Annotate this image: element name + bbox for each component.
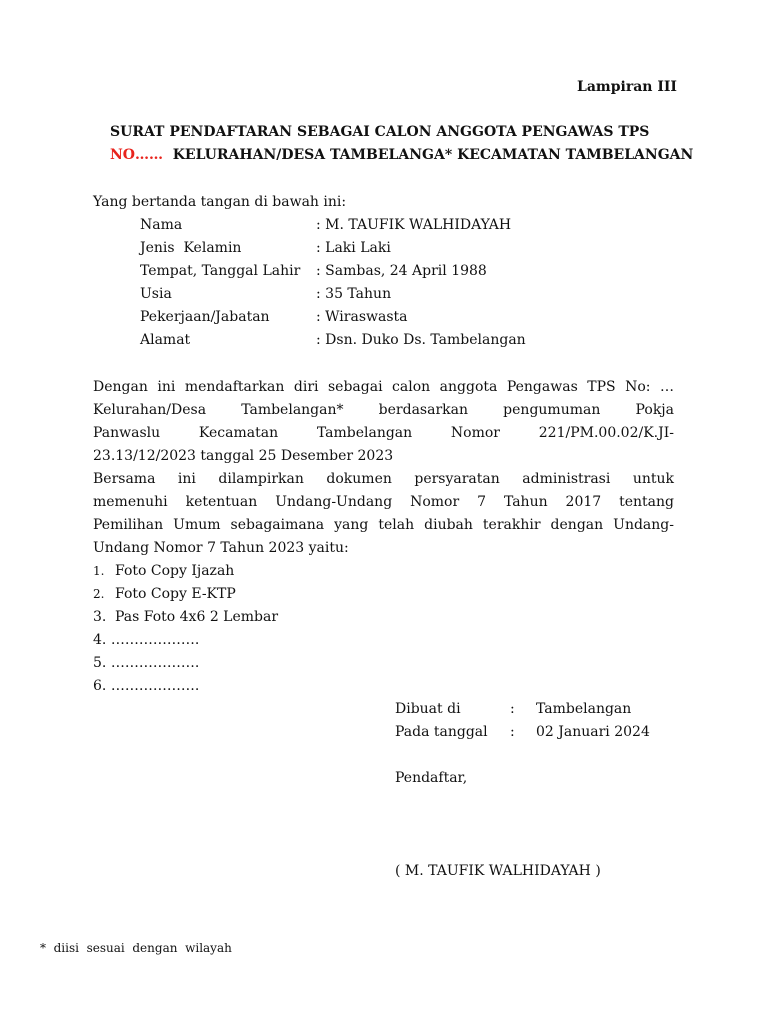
list-item-text: ………………. [110, 632, 200, 648]
field-label: Pekerjaan/Jabatan [140, 309, 270, 325]
list-item [93, 560, 234, 583]
field-label: Nama [140, 217, 183, 233]
field-row [0, 283, 768, 306]
field-label: Tempat, Tanggal Lahir [140, 263, 301, 279]
paragraph-line: Kelurahan/Desa Tambelangan* berdasarkan pengumuman Pokja [93, 402, 674, 418]
date-separator: : [510, 724, 515, 740]
field-label: Alamat [140, 332, 191, 348]
paragraph-line: Panwaslu Kecamatan Tambelangan Nomor 221/PM.00.02/K.JI- [93, 425, 674, 441]
date-value: 02 Januari 2024 [536, 724, 650, 740]
field-row [0, 329, 768, 352]
list-item [93, 629, 199, 652]
field-label: Usia [140, 286, 172, 302]
place-value: Tambelangan [536, 701, 632, 717]
intro-text: Yang bertanda tangan di bawah ini: [93, 194, 347, 210]
list-item [93, 675, 199, 698]
place-label: Dibuat di [395, 701, 461, 717]
title-region: KELURAHAN/DESA TAMBELANGA* KECAMATAN TAMBELANGAN [172, 147, 694, 163]
field-value: : Sambas, 24 April 1988 [316, 263, 487, 279]
list-item-number: 5. [93, 655, 107, 671]
list-item [93, 652, 199, 675]
registrant-name: ( M. TAUFIK WALHIDAYAH ) [395, 863, 601, 879]
field-value: : M. TAUFIK WALHIDAYAH [316, 217, 512, 233]
document-title-line2 [110, 144, 693, 167]
list-item-number: 4. [93, 632, 107, 648]
place-separator: : [510, 701, 515, 717]
paragraph-line: Undang Nomor 7 Tahun 2023 yaitu: [93, 540, 349, 556]
footnote: * diisi sesuai dengan wilayah [40, 941, 232, 955]
paragraph-line: Pemilihan Umum sebagaimana yang telah diubah terakhir dengan Undang- [93, 517, 674, 533]
field-row [0, 237, 768, 260]
registrant-label: Pendaftar, [395, 770, 468, 786]
tps-number-label: NO…… [110, 147, 163, 163]
attachment-label: Lampiran III [577, 79, 677, 95]
list-item-text: ………………. [110, 655, 200, 671]
list-item-text: Foto Copy Ijazah [115, 563, 235, 579]
paragraph-line: Dengan ini mendaftarkan diri sebagai calon anggota Pengawas TPS No: … [93, 379, 674, 395]
field-value: : Laki Laki [316, 240, 391, 256]
list-item-number: 3. [93, 609, 107, 625]
paragraph-line: memenuhi ketentuan Undang-Undang Nomor 7 Tahun 2017 tentang [93, 494, 674, 510]
list-item-number: 1. [93, 564, 105, 578]
field-value: : 35 Tahun [316, 286, 392, 302]
document-title-line1: SURAT PENDAFTARAN SEBAGAI CALON ANGGOTA PENGAWAS TPS [110, 124, 650, 140]
list-item [93, 606, 278, 629]
paragraph-line: Bersama ini dilampirkan dokumen persyaratan administrasi untuk [93, 471, 674, 487]
list-item-text: Foto Copy E-KTP [115, 586, 236, 602]
list-item-text: Pas Foto 4x6 2 Lembar [115, 609, 279, 625]
field-value: : Dsn. Duko Ds. Tambelangan [316, 332, 526, 348]
list-item-text: ………………. [110, 678, 200, 694]
field-label: Jenis Kelamin [140, 240, 242, 256]
date-label: Pada tanggal [395, 724, 488, 740]
field-value: : Wiraswasta [316, 309, 408, 325]
list-item-number: 6. [93, 678, 107, 694]
field-row [0, 260, 768, 283]
list-item [93, 583, 236, 606]
list-item-number: 2. [93, 587, 105, 601]
field-row [0, 306, 768, 329]
field-row [0, 214, 768, 237]
paragraph-line: 23.13/12/2023 tanggal 25 Desember 2023 [93, 448, 394, 464]
